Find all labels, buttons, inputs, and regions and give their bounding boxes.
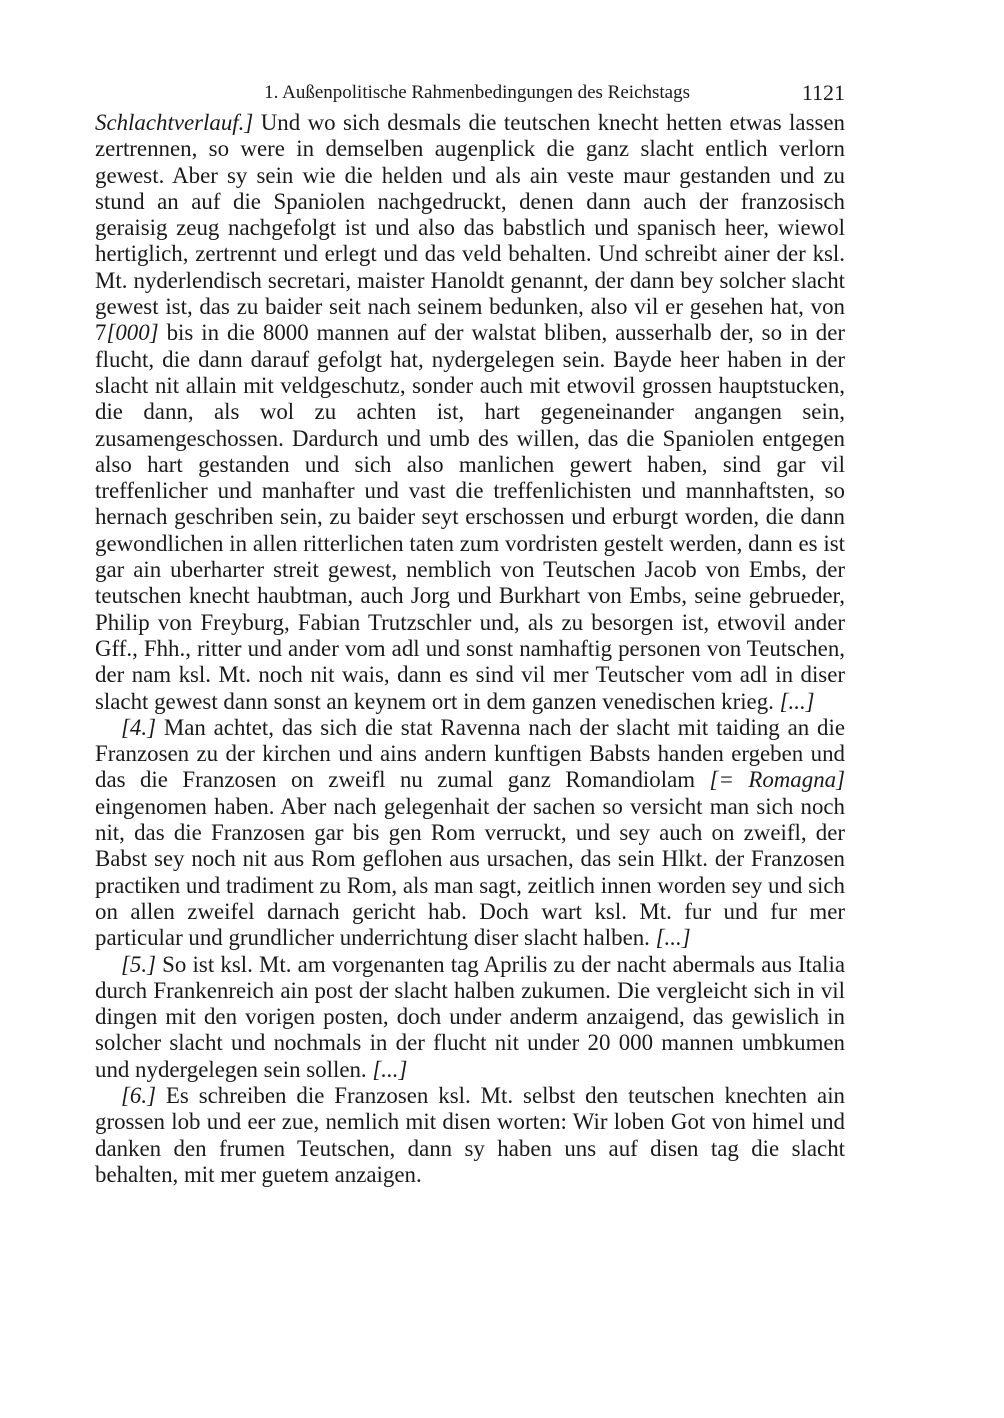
editorial-note: [5.] [121, 951, 156, 977]
text-run: eingenomen haben. Aber nach gelegenhait der sachen so versicht man sich noch nit, das die Franzosen gar bis gen Rom verruckt, und sey auch on zweifl, der Babst sey noch nit aus Rom geflohen aus ursachen, das sein Hlkt. der Franzosen practiken und tradiment zu Rom, als man sagt, zeitlich innen worden sey und sich on allen zweifel darnach gericht hab. Doch wart ksl. Mt. fur und fur mer particular und grundlicher underrichtung diser slacht halben. [95, 793, 845, 951]
page-number: 1121 [801, 80, 845, 105]
editorial-note: Schlachtverlauf.] [95, 110, 254, 135]
paragraph [95, 715, 845, 952]
editorial-note: [...] [372, 1056, 408, 1082]
paragraph [95, 952, 845, 1083]
text-run: bis in die 8000 mannen auf der walstat bliben, ausserhalb der, so in der flucht, die dann darauf gefolgt hat, nydergelegen sein. Bayde heer haben in der slacht nit allain mit veldgeschutz, sonder auch mit etwovil grossen hauptstucken, die dann, als wol zu achten ist, hart gegeneinander angangen sein, zusamengeschossen. Dardurch und umb des willen, das die Spaniolen entgegen also hart gestanden und sich also manlichen gewert haben, sind gar vil treffenlicher und manhafter und vast die treffenlichisten und mannhaftsten, so hernach geschriben sein, zu baider seyt erschossen und erburgt worden, die dann gewondlichen in allen ritterlichen taten zum vordristen gestelt werden, dann es ist gar ain uberharter streit gewest, nemblich von Teutschen Jacob von Embs, der teutschen knecht haubtman, auch Jorg und Burkhart von Embs, seine gebrueder, Philip von Freyburg, Fabian Trutzschler und, als zu besorgen ist, etwovil ander Gff., Fhh., ritter und ander vom adl und sonst namhaftig personen von Teutschen, der nam ksl. Mt. noch nit wais, dann es sind vil mer Teutscher vom adl in diser slacht gewest dann sonst an keynem ort in dem ganzen venedischen krieg. [95, 320, 845, 714]
editorial-note: [...] [779, 688, 815, 714]
text-run: Es schreiben die Franzosen ksl. Mt. selbst den teutschen knechten ain grossen lob und eer zue, nemlich mit disen worten: Wir loben Got von himel und danken den frumen Teutschen, dann sy haben uns auf disen tag die slacht behalten, mit mer guetem anzaigen. [95, 1082, 845, 1187]
text-run: Man achtet, das sich die stat Ravenna nach der slacht mit taiding an die Franzosen zu der kirchen und ains andern kunftigen Babsts handen ergeben und das die Franzosen on zweifl nu zumal ganz Romandiolam [95, 714, 845, 793]
editorial-note: [000] [106, 320, 159, 346]
running-title: 1. Außenpolitische Rahmenbedingungen des Reichstags [264, 82, 690, 103]
editorial-note: [6.] [121, 1082, 156, 1108]
editorial-note: [...] [655, 925, 691, 951]
document-page [95, 76, 845, 1188]
running-head [95, 76, 845, 110]
text-run: Und wo sich desmals die teutschen knecht hetten etwas lassen zertrennen, so were in demselben augenplick die ganz slacht entlich verlorn gewest. Aber sy sein wie die helden und als ain veste maur gestanden und zu stund an auf die Spaniolen nachgedruckt, denen dann auch der franzosisch geraisig zeug nachgefolgt ist und also das babstlich und spanisch heer, wiewol hertiglich, zertrennt und erlegt und das veld behalten. Und schreibt ainer der ksl. Mt. nyderlendisch secretari, maister Hanoldt genannt, der dann bey solcher slacht gewest ist, das zu baider seit nach seinem bedunken, also vil er gesehen hat, von 7 [95, 110, 845, 346]
editorial-note: [= Romagna] [709, 767, 845, 793]
paragraph [95, 110, 845, 715]
editorial-note: [4.] [121, 714, 156, 740]
paragraph [95, 1083, 845, 1188]
text-run: So ist ksl. Mt. am vorgenanten tag Aprilis zu der nacht abermals aus Italia durch Frankenreich ain post der slacht halben zukumen. Die vergleicht sich in vil dingen mit den vorigen posten, doch under anderm anzaigend, das gewislich in solcher slacht und nochmals in der flucht nit under 20 000 mannen umbkumen und nydergelegen sein sollen. [95, 951, 845, 1082]
body-text [95, 110, 845, 1188]
